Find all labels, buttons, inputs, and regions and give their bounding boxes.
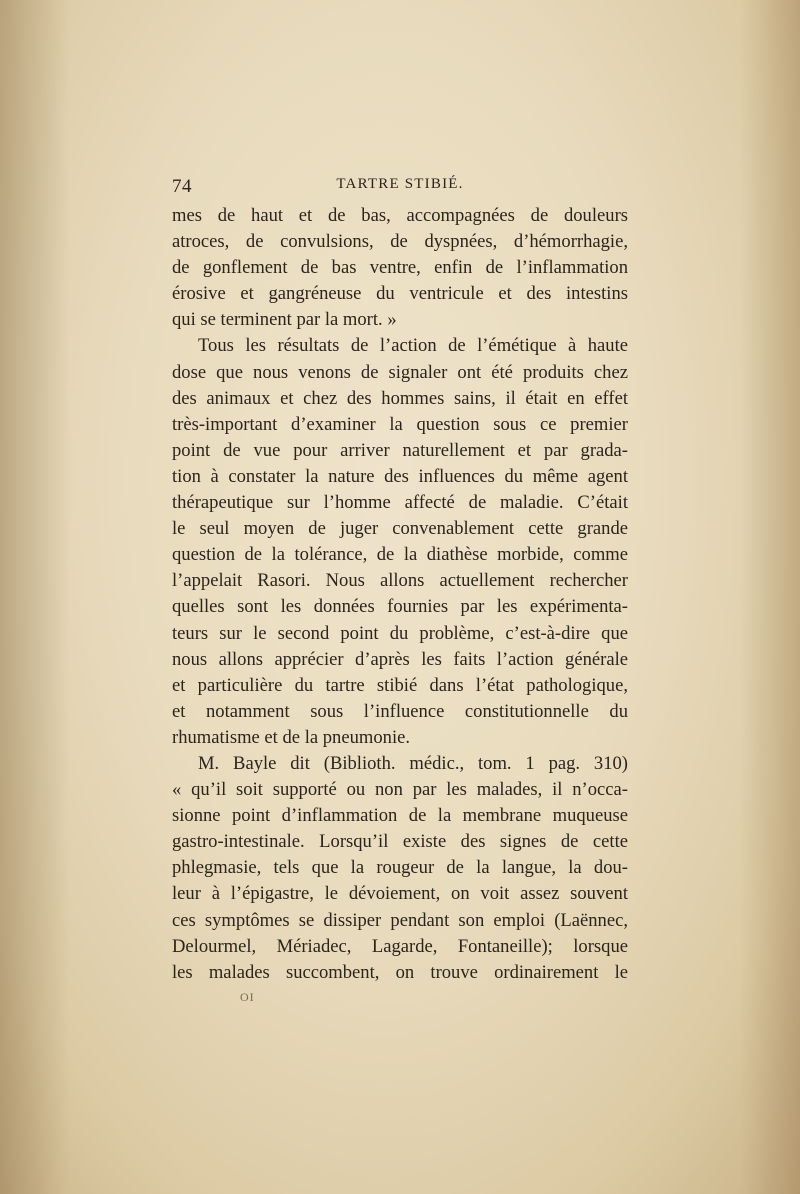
text-line: et particulière du tartre stibié dans l’état pathologique,	[172, 674, 628, 696]
text-line: rhumatisme et de la pneumonie.	[172, 726, 411, 748]
text-line: ces symptômes se dissiper pendant son emploi (Laënnec,	[172, 909, 628, 931]
text-line: quelles sont les données fournies par les expérimenta-	[172, 596, 628, 618]
text-line: le seul moyen de juger convenablement cette grande	[172, 518, 628, 540]
text-line: les malades succombent, on trouve ordinairement le	[172, 961, 628, 983]
text-line: très-important d’examiner la question sous ce premier	[172, 413, 628, 435]
text-line: teurs sur le second point du problème, c’est-à-dire que	[172, 622, 628, 644]
text-line: atroces, de convulsions, de dyspnées, d’hémorrhagie,	[172, 231, 628, 253]
text-line: gastro-intestinale. Lorsqu’il existe des signes de cette	[172, 831, 628, 853]
body-text	[172, 203, 628, 986]
text-line: sionne point d’inflammation de la membrane muqueuse	[172, 805, 628, 827]
text-line: phlegmasie, tels que la rougeur de la langue, la dou-	[172, 857, 628, 879]
text-line: qui se terminent par la mort. »	[172, 309, 397, 331]
text-line: dose que nous venons de signaler ont été produits chez	[172, 361, 628, 383]
text-line: thérapeutique sur l’homme affecté de maladie. C’était	[172, 492, 628, 514]
text-line: M. Bayle dit (Biblioth. médic., tom. 1 pag. 310)	[198, 752, 628, 774]
page-number: 74	[172, 176, 192, 197]
running-title: TARTRE STIBIÉ.	[336, 176, 464, 192]
text-line: et notamment sous l’influence constitutionnelle du	[172, 700, 628, 722]
text-line: leur à l’épigastre, le dévoiement, on voit assez souvent	[172, 883, 628, 905]
signature-mark: OI	[240, 990, 255, 1004]
text-line: l’appelait Rasori. Nous allons actuellement rechercher	[172, 570, 628, 592]
text-line: « qu’il soit supporté ou non par les malades, il n’occa-	[172, 779, 628, 801]
text-line: question de la tolérance, de la diathèse morbide, comme	[172, 544, 628, 566]
text-line: nous allons apprécier d’après les faits l’action générale	[172, 648, 628, 670]
text-line: Tous les résultats de l’action de l’émétique à haute	[198, 335, 628, 357]
text-line: Delourmel, Mériadec, Lagarde, Fontaneille); lorsque	[172, 935, 628, 957]
text-line: point de vue pour arriver naturellement et par grada-	[172, 439, 628, 461]
text-line: des animaux et chez des hommes sains, il était en effet	[172, 387, 628, 409]
text-line: érosive et gangréneuse du ventricule et des intestins	[172, 283, 628, 305]
text-line: tion à constater la nature des influences du même agent	[172, 465, 628, 487]
text-line: mes de haut et de bas, accompagnées de douleurs	[172, 205, 628, 226]
text-line: de gonflement de bas ventre, enfin de l’inflammation	[172, 257, 628, 279]
page-header	[172, 176, 628, 198]
